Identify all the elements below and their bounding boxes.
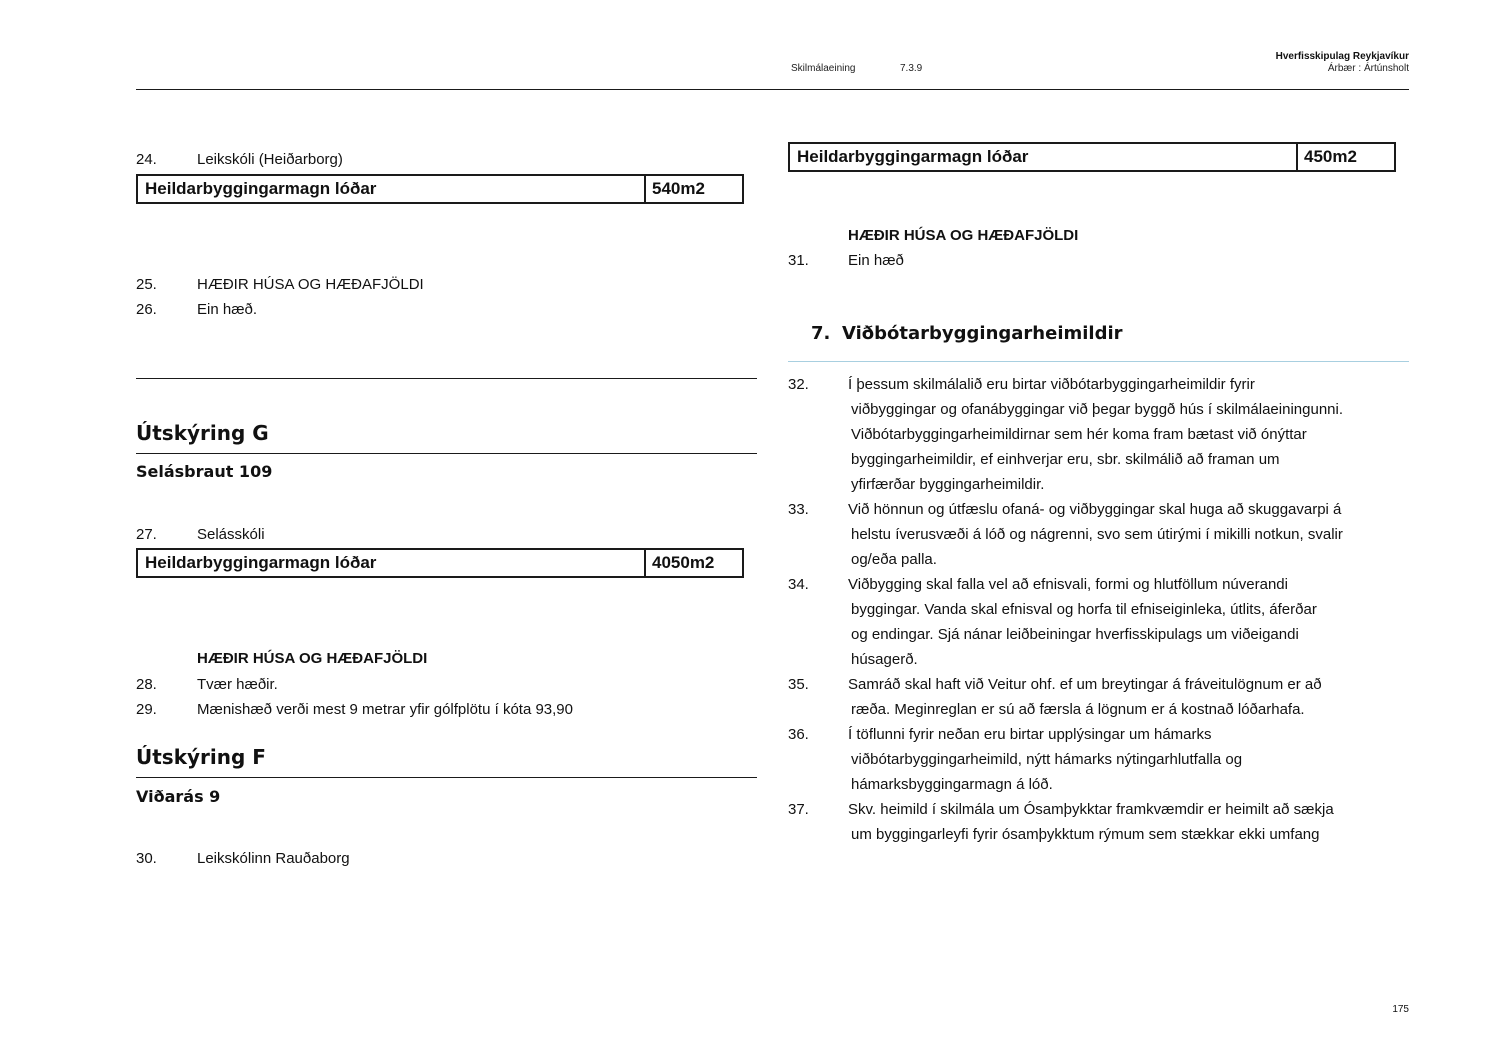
- paragraph-line: byggingar. Vanda skal efnisval og horfa til efniseiginleka, útlits, áferðar: [851, 601, 1317, 618]
- paragraph-line: helstu íverusvæði á lóð og nágrenni, svo sem útirými í mikilli notkun, svalir: [851, 526, 1343, 543]
- table-value-cell: 540m2: [652, 179, 705, 198]
- explanation-title: Útskýring G: [136, 421, 269, 445]
- explanation-rule: [136, 453, 757, 454]
- item-text: Leikskóli (Heiðarborg): [197, 151, 343, 168]
- building-volume-table: [136, 548, 744, 578]
- table-value-cell: 4050m2: [652, 553, 715, 572]
- item-text: HÆÐIR HÚSA OG HÆÐAFJÖLDI: [197, 276, 424, 293]
- paragraph-line: ræða. Meginreglan er sú að færsla á lögnum er á kostnað lóðarhafa.: [851, 701, 1305, 718]
- table-label-cell: Heildarbyggingarmagn lóðar: [138, 176, 646, 202]
- paragraph-line: hámarksbyggingarmagn á lóð.: [851, 776, 1053, 793]
- paragraph-line: Í þessum skilmálalið eru birtar viðbótarbyggingarheimildir fyrir: [848, 376, 1255, 393]
- explanation-address: Selásbraut 109: [136, 462, 273, 481]
- item-number: 33.: [788, 501, 809, 518]
- paragraph-line: Skv. heimild í skilmála um Ósamþykktar framkvæmdir er heimilt að sækja: [848, 801, 1334, 818]
- item-number: 24.: [136, 151, 157, 168]
- item-number: 30.: [136, 850, 157, 867]
- paragraph-line: viðbyggingar og ofanábyggingar við þegar byggð hús í skilmálaeiningunni.: [851, 401, 1343, 418]
- explanation-address: Viðarás 9: [136, 787, 221, 806]
- item-number: 26.: [136, 301, 157, 318]
- item-text: Tvær hæðir.: [197, 676, 278, 693]
- item-number: 28.: [136, 676, 157, 693]
- item-number: 27.: [136, 526, 157, 543]
- explanation-rule: [136, 777, 757, 778]
- paragraph-line: húsagerð.: [851, 651, 918, 668]
- item-text: Selásskóli: [197, 526, 265, 543]
- building-volume-table: [136, 174, 744, 204]
- header-subtitle: Árbær : Ártúnsholt: [1327, 63, 1409, 74]
- item-text: Leikskólinn Rauðaborg: [197, 850, 350, 867]
- header-section-number: 7.3.9: [900, 63, 923, 74]
- building-volume-table: [788, 142, 1396, 172]
- paragraph-line: yfirfærðar byggingarheimildir.: [851, 476, 1045, 493]
- header-rule: [136, 89, 1409, 90]
- item-number: 35.: [788, 676, 809, 693]
- paragraph-line: byggingarheimildir, ef einhverjar eru, sbr. skilmálið að framan um: [851, 451, 1280, 468]
- divider: [136, 378, 757, 379]
- page-number: 175: [1392, 1004, 1409, 1015]
- item-number: 31.: [788, 252, 809, 269]
- table-value-cell: 450m2: [1304, 147, 1357, 166]
- section-title: Viðbótarbyggingarheimildir: [842, 323, 1123, 344]
- item-number: 36.: [788, 726, 809, 743]
- section-rule: [788, 361, 1409, 362]
- item-text: Ein hæð: [848, 252, 904, 269]
- header-title: Hverfisskipulag Reykjavíkur: [1275, 51, 1409, 62]
- paragraph-line: um byggingarleyfi fyrir ósamþykktum rýmum sem stækkar ekki umfang: [851, 826, 1320, 843]
- section-number: 7.: [811, 323, 831, 344]
- paragraph-line: Við hönnun og útfæslu ofaná- og viðbyggingar skal huga að skuggavarpi á: [848, 501, 1342, 518]
- paragraph-line: viðbótarbyggingarheimild, nýtt hámarks nýtingarhlutfalla og: [851, 751, 1243, 768]
- item-number: 25.: [136, 276, 157, 293]
- paragraph-line: Samráð skal haft við Veitur ohf. ef um breytingar á fráveitulögnum er að: [848, 676, 1322, 693]
- item-number: 37.: [788, 801, 809, 818]
- item-number: 34.: [788, 576, 809, 593]
- paragraph-line: Viðbygging skal falla vel að efnisvali, formi og hlutföllum núverandi: [848, 576, 1288, 593]
- heights-heading: HÆÐIR HÚSA OG HÆÐAFJÖLDI: [197, 650, 428, 667]
- item-number: 29.: [136, 701, 157, 718]
- paragraph-line: og endingar. Sjá nánar leiðbeiningar hverfisskipulags um viðeigandi: [851, 626, 1299, 643]
- paragraph-line: Í töflunni fyrir neðan eru birtar upplýsingar um hámarks: [848, 726, 1212, 743]
- header-section-label: Skilmálaeining: [791, 63, 856, 74]
- item-number: 32.: [788, 376, 809, 393]
- table-label-cell: Heildarbyggingarmagn lóðar: [138, 550, 646, 576]
- paragraph-line: Viðbótarbyggingarheimildirnar sem hér koma fram bætast við ónýttar: [851, 426, 1307, 443]
- item-text: Ein hæð.: [197, 301, 258, 318]
- table-label-cell: Heildarbyggingarmagn lóðar: [790, 144, 1298, 170]
- item-text: Mænishæð verði mest 9 metrar yfir gólfplötu í kóta 93,90: [197, 701, 573, 718]
- paragraph-line: og/eða palla.: [851, 551, 937, 568]
- heights-heading: HÆÐIR HÚSA OG HÆÐAFJÖLDI: [848, 227, 1079, 244]
- explanation-title: Útskýring F: [136, 745, 266, 769]
